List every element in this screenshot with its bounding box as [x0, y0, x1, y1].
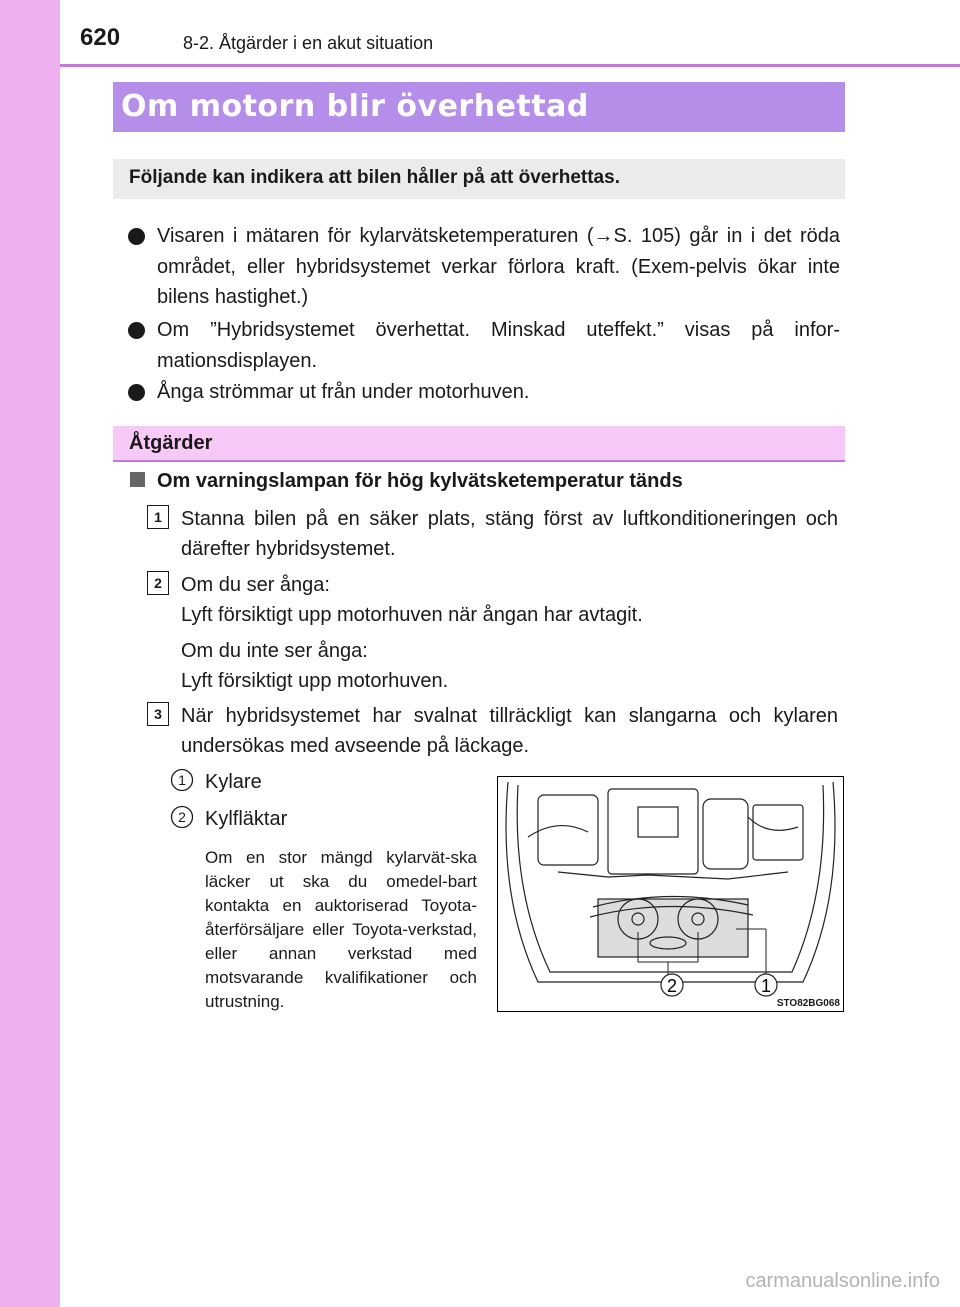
- watermark: carmanualsonline.info: [745, 1270, 940, 1292]
- callout-number: 1: [178, 772, 186, 788]
- bullet-text: Visaren i mätaren för kylarvätsketemperaturen (→S. 105) går in i det röda området, eller hybridsystemet verkar förlora kraft. (Exem-pelvis ökar inte bilens hastighet.): [157, 225, 840, 308]
- intro-text: Följande kan indikera att bilen håller på att överhettas.: [129, 167, 620, 188]
- illustration-callout-1: 1: [760, 976, 772, 996]
- page-number: 620: [80, 24, 121, 51]
- section-header: [113, 426, 845, 462]
- callout-label: Kylfläktar: [205, 808, 288, 830]
- step-text: [181, 571, 838, 696]
- step-line: Om du inte ser ånga:: [181, 640, 368, 662]
- step-text: När hybridsystemet har svalnat tillräckligt kan slangarna och kylaren undersökas med avseende på läckage.: [181, 705, 838, 757]
- running-head: 8-2. Åtgärder i en akut situation: [183, 33, 434, 53]
- engine-bay-drawing-icon: [498, 777, 844, 1012]
- chapter-banner: [113, 82, 845, 132]
- bullet-item: [128, 315, 840, 376]
- illustration-callout-2: 2: [666, 976, 678, 996]
- step-line: Om du ser ånga:: [181, 574, 330, 596]
- step-text: Stanna bilen på en säker plats, stäng först av luftkonditioneringen och därefter hybridsystemet.: [181, 508, 838, 560]
- illustration-code: STO82BG068: [776, 998, 840, 1009]
- bullet-dot-icon: [128, 322, 145, 339]
- step-number-box: 1: [147, 505, 169, 529]
- callout-number-icon: [170, 805, 194, 829]
- callout-label: Kylare: [205, 771, 262, 793]
- bullet-text: Om ”Hybridsystemet överhettat. Minskad uteffekt.” visas på infor-mationsdisplayen.: [157, 319, 840, 372]
- chapter-title: Om motorn blir överhettad: [121, 89, 589, 124]
- intro-box: [113, 159, 845, 199]
- side-color-strip: [0, 0, 60, 1307]
- bullet-item: [128, 221, 840, 313]
- bullet-item: [128, 377, 840, 408]
- step-number-box: 2: [147, 571, 169, 595]
- engine-bay-illustration: [497, 776, 844, 1012]
- subheading-text: Om varningslampan för hög kylvätsketemperatur tänds: [157, 470, 683, 492]
- step-number-box: 3: [147, 702, 169, 726]
- step-line: Lyft försiktigt upp motorhuven när ångan har avtagit.: [181, 603, 643, 626]
- bullet-dot-icon: [128, 228, 145, 245]
- warning-note: Om en stor mängd kylarvät-ska läcker ut ska du omedel-bart kontakta en auktoriserad Toyota-återförsäljare eller Toyota-verkstad, eller annan verkstad med motsvarande kvalifikationer och utrustning.: [205, 848, 477, 1011]
- bullet-text: Ånga strömmar ut från under motorhuven.: [157, 381, 530, 403]
- callout-number-icon: [170, 768, 194, 792]
- square-marker-icon: [130, 472, 145, 487]
- step-line: Lyft försiktigt upp motorhuven.: [181, 669, 449, 692]
- subheading: [130, 470, 683, 493]
- bullet-dot-icon: [128, 384, 145, 401]
- section-title: Åtgärder: [129, 432, 213, 454]
- header-rule: [60, 64, 960, 67]
- callout-number: 2: [178, 809, 186, 825]
